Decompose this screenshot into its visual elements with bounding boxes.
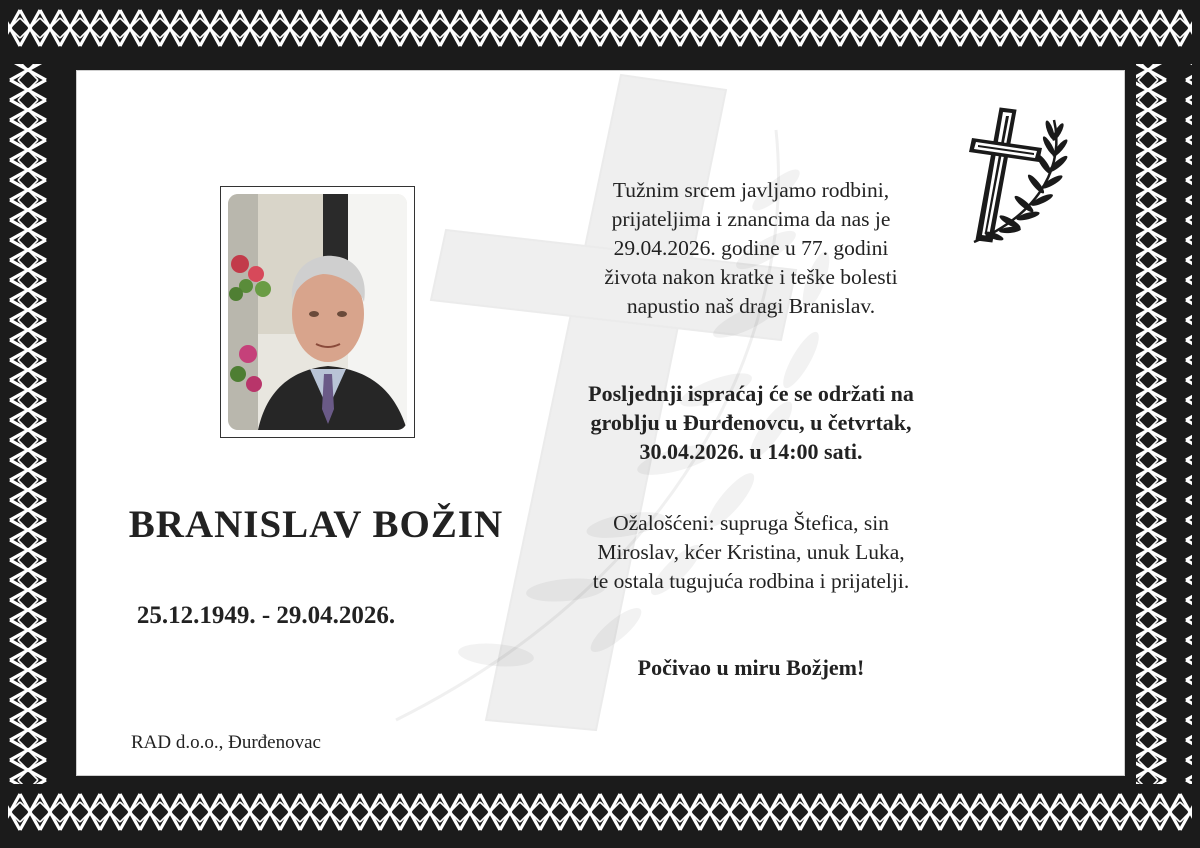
funeral-details [536,379,966,466]
funeral-line: 30.04.2026. u 14:00 sati. [639,439,863,464]
announcement-text [536,176,966,321]
cross-with-palm-icon [954,102,1074,252]
announcement-line: Tužnim srcem javljamo rodbini, [612,178,890,202]
mourners-line: Ožalošćeni: supruga Štefica, sin [613,511,889,535]
mourners-line: te ostala tugujuća rodbina i prijatelji. [592,569,910,593]
company-credit: RAD d.o.o., Đurđenovac [131,732,321,753]
obituary-card [76,70,1125,776]
announcement-line: napustio naš dragi Branislav. [626,294,876,318]
portrait-photo [228,194,407,430]
funeral-line: groblju u Đurđenovcu, u četvrtak, [590,410,912,435]
announcement-line: života nakon kratke i teške bolesti [604,265,898,289]
deceased-name: BRANISLAV BOŽIN [128,503,504,546]
life-dates: 25.12.1949. - 29.04.2026. [136,602,396,629]
announcement-line: 29.04.2026. godine u 77. godini [613,236,889,260]
mourners-line: Miroslav, kćer Kristina, unuk Luka, [597,540,905,564]
funeral-line: Posljednji ispraćaj će se održati na [588,381,914,406]
announcement-line: prijateljima i znancima da nas je [611,207,891,231]
portrait-frame [220,186,415,438]
closing-phrase: Počivao u miru Božjem! [637,655,865,680]
mourners-list [536,509,966,596]
